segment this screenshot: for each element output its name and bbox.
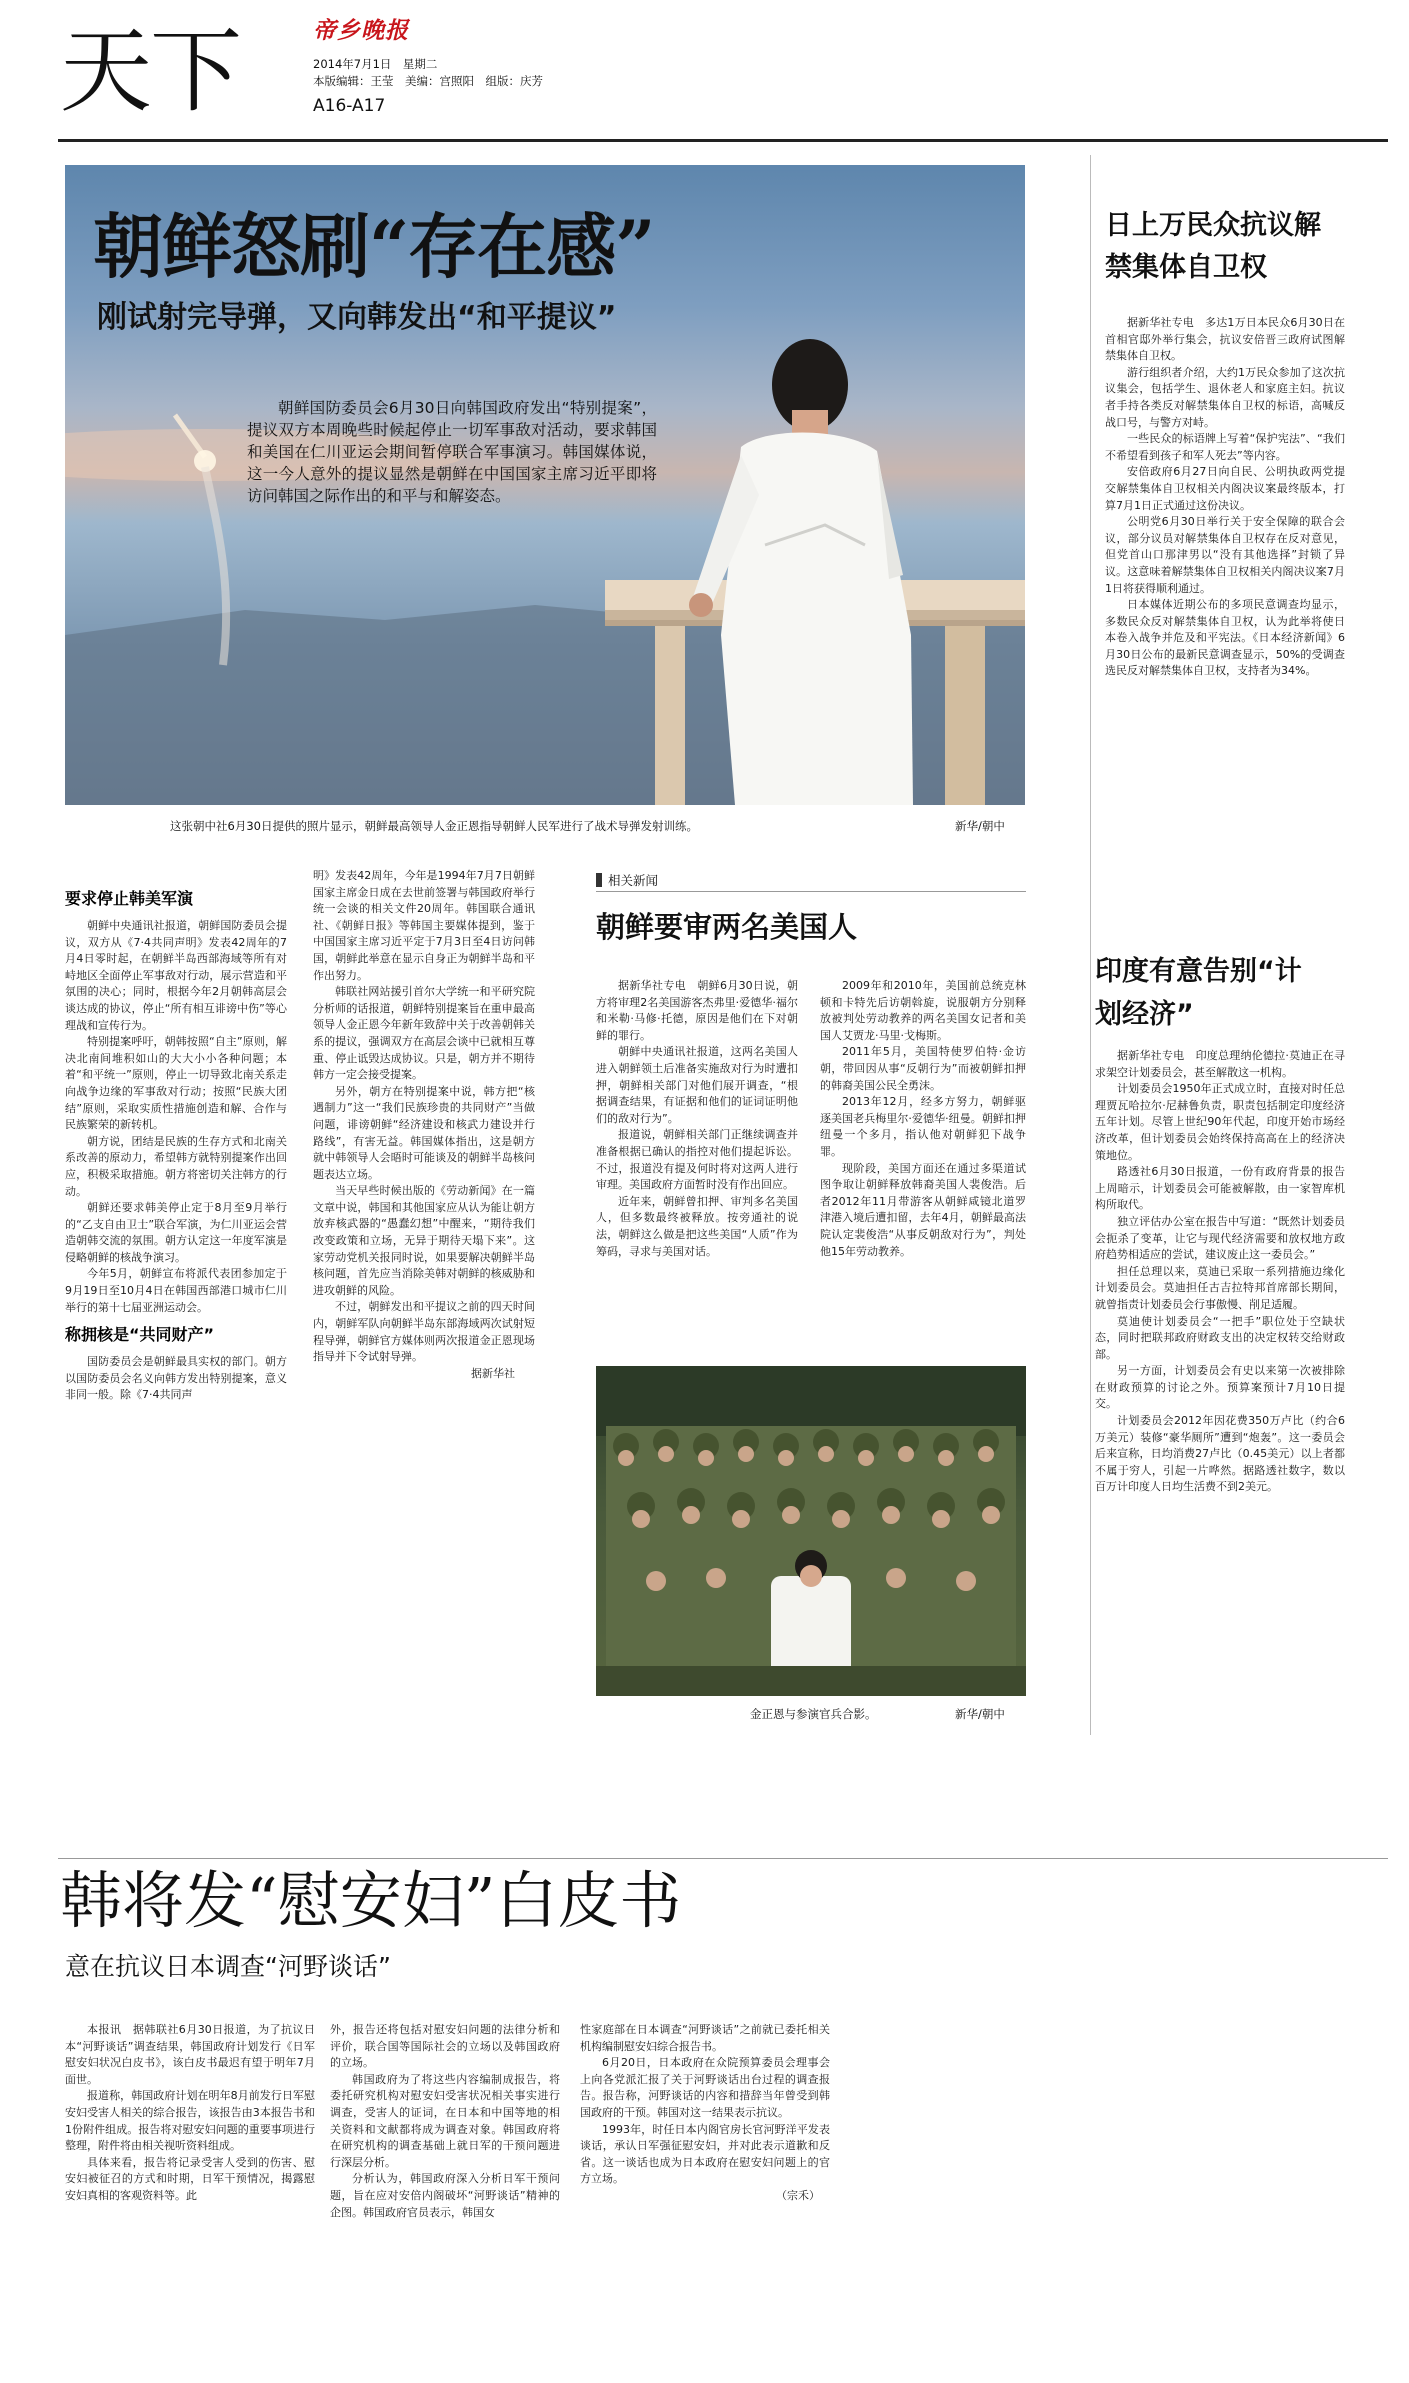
paragraph: 现阶段，美国方面还在通过多渠道试图争取让朝鲜释放韩裔美国人裴俊浩。后者2012年11月带游客从朝鲜咸镜北道罗津港入境后遭扣留，去年4月，朝鲜最高法院认定裴俊浩“从事反朝敌对行为”，判处他15年劳动教养。 [820, 1161, 1026, 1258]
korea-subhead: 意在抗议日本调查“河野谈话” [65, 1952, 391, 1981]
right-column-rule [1090, 155, 1091, 1735]
lead-subhead-1: 要求停止韩美军演 [65, 889, 194, 908]
paragraph: 公明党6月30日举行关于安全保障的联合会议，部分议员对解禁集体自卫权存在反对意见，但党首山口那津男以“没有其他选择”封锁了异议。这意味着解禁集体自卫权相关内阁决议案7月1日将获得顺利通过。 [1105, 515, 1345, 595]
india-title: 印度有意告别“计划经济” [1095, 956, 1302, 1030]
group-photo-credit: 新华/朝中 [955, 1707, 1005, 1721]
lead-subhead-2: 称拥核是“共同财产” [65, 1325, 215, 1345]
paragraph: 具体来看，报告将记录受害人受到的伤害、慰安妇被征召的方式和时期，日军干预情况，揭露慰安妇真相的客观资料等。此 [65, 2155, 315, 2202]
source-line: 据新华社 [471, 1366, 515, 1380]
related-title: 朝鲜要审两名美国人 [596, 910, 858, 944]
paragraph: 6月20日，日本政府在众院预算委员会理事会上向各党派汇报了关于河野谈话出台过程的调查报告。报告称，河野谈话的内容和措辞当年曾受到韩国政府的干预。韩国对这一结果表示抗议。 [580, 2056, 830, 2119]
paragraph: 特别提案呼吁，朝韩按照“自主”原则，解决北南间堆积如山的大大小小各种问题；本着“和平统一”原则，停止一切导致北南关系走向战争边缘的军事敌对行动；按照“民族大团结”原则，采取实质性措施创造和解、合作与民族繁荣的新转机。 [65, 1035, 287, 1132]
related-tag-label: 相关新闻 [608, 873, 659, 888]
related-column-2 [820, 978, 1026, 1356]
paragraph: 独立评估办公室在报告中写道：“既然计划委员会扼杀了变革，让它与现代经济需要和放权地方政府趋势相适应的尝试，建议废止这一委员会。” [1095, 1214, 1345, 1262]
issue-date: 2014年7月1日 星期二 [313, 57, 438, 71]
paragraph: 日本媒体近期公布的多项民意调查均显示，多数民众反对解禁集体自卫权，认为此举将使日本卷入战争并危及和平宪法。《日本经济新闻》6月30日公布的最新民意调查显示，50%的受调查选民反对解禁集体自卫权，支持者为34%。 [1105, 598, 1345, 678]
paragraph: 担任总理以来，莫迪已采取一系列措施边缘化计划委员会。莫迪担任古吉拉特邦首席部长期间，就曾指责计划委员会行事傲慢、削足适履。 [1095, 1264, 1345, 1311]
paper-name: 帝乡晚报 [313, 17, 409, 44]
masthead-rule [58, 139, 1388, 142]
related-column-1 [596, 978, 798, 1356]
paragraph: 明》发表42周年，今年是1994年7月7日朝鲜国家主席金日成在去世前签署与韩国政府举行统一会谈的相关文件20周年。韩国联合通讯社、《朝鲜日报》等韩国主要媒体提到，鉴于中国国家主席习近平定于7月3日至4日访问韩国，朝鲜此举意在显示自身正为朝鲜半岛和平作出努力。 [313, 869, 535, 982]
paragraph: 不过，朝鲜发出和平提议之前的四天时间内，朝鲜军队向朝鲜半岛东部海域两次试射短程导弹，朝鲜官方媒体则两次报道金正恩现场指导并下令试射导弹。 [313, 1300, 535, 1364]
paragraph: 2011年5月，美国特使罗伯特·金访朝，带回因从事“反朝行为”而被朝鲜扣押的韩裔美国公民全勇沫。 [820, 1045, 1026, 1092]
india-body [1095, 1048, 1345, 1738]
page-range: A16-A17 [313, 96, 386, 116]
paragraph: 2009年和2010年，美国前总统克林顿和卡特先后访朝斡旋，说服朝方分别释放被判处劳动教养的两名美国女记者和美国人艾贾龙·马里·戈梅斯。 [820, 979, 1026, 1042]
paragraph: 近年来，朝鲜曾扣押、审判多名美国人，但多数最终被释放。按旁通社的说法，朝鲜这么做是把这些美国“人质”作为筹码，寻求与美国对话。 [596, 1194, 798, 1258]
korea-column-2 [330, 2022, 560, 2368]
paragraph: 据新华社专电 多达1万日本民众6月30日在首相官邸外举行集会，抗议安倍晋三政府试图解禁集体自卫权。 [1105, 316, 1345, 363]
group-photo [596, 1366, 1026, 1696]
korea-headline: 韩将发“慰安妇”白皮书 [60, 1864, 682, 1937]
paragraph: 朝鲜中央通讯社报道，这两名美国人进入朝鲜领土后准备实施敌对行为时遭扣押，朝鲜相关部门对他们展开调查，“根据调查结果，有证据和他们的证词证明他们的敌对行为”。 [596, 1045, 798, 1125]
paragraph: 当天早些时候出版的《劳动新闻》在一篇文章中说，韩国和其他国家应从认为能让朝方放弃核武器的“愚蠢幻想”中醒来，“期待我们改变政策和立场，无异于期待天塌下来”。这家劳动党机关报同时说，如果要解决朝鲜半岛核问题，首先应当消除美韩对朝鲜的核威胁和进攻朝鲜的风险。 [313, 1184, 535, 1297]
masthead-info [313, 16, 653, 118]
paragraph: 游行组织者介绍，大约1万民众参加了这次抗议集会，包括学生、退休老人和家庭主妇。抗议者手持各类反对解禁集体自卫权的标语，高喊反战口号，与警方对峙。 [1105, 365, 1345, 429]
paragraph: 计划委员会2012年因花费350万卢比（约合6万美元）装修“豪华厕所”遭到“炮轰”。这一委员会后来宣称，日均消费27卢比（0.45美元）以上者都不属于穷人，引起一片哗然。据路透社数字，数以百万计印度人日均生活费不到2美元。 [1095, 1414, 1345, 1494]
editors-credit: 本版编辑：王莹 美编：宫照阳 组版：庆芳 [313, 74, 543, 88]
paragraph: 韩联社网站援引首尔大学统一和平研究院分析师的话报道，朝鲜特别提案旨在重申最高领导人金正恩今年新年致辞中关于改善朝韩关系的提议，强调双方在高层会谈中已就相互尊重、停止诋毁达成协议。只是，朝方并不期待韩方一定会接受提案。 [313, 985, 535, 1082]
paragraph: 朝鲜中央通讯社报道，朝鲜国防委员会提议，双方从《7·4共同声明》发表42周年的7月4日零时起，在朝鲜半岛西部海域等所有对峙地区全面停止军事敌对行动，展示营造和平氛围的决心；同时，根据今年2月朝韩高层会谈达成的协议，停止“所有相互诽谤中伤”等心理战和宣传行为。 [65, 919, 287, 1032]
paragraph: 性家庭部在日本调查“河野谈话”之前就已委托相关机构编制慰安妇综合报告书。 [580, 2023, 830, 2053]
paragraph: 据新华社专电 朝鲜6月30日说，朝方将审理2名美国游客杰弗里·爱德华·福尔和米勒·马修·托德，原因是他们在下对朝鲜的罪行。 [596, 979, 798, 1042]
paragraph: 报道说，朝鲜相关部门正继续调查并准备根据已确认的指控对他们提起诉讼。不过，报道没有提及何时将对这两人进行审理。美国政府方面暂时没有作出回应。 [596, 1128, 798, 1192]
paragraph: 今年5月，朝鲜宣布将派代表团参加定于9月19日至10月4日在韩国西部港口城市仁川举行的第十七届亚洲运动会。 [65, 1267, 287, 1314]
group-photo-caption: 金正恩与参演官兵合影。 [750, 1707, 877, 1721]
korea-column-1 [65, 2022, 315, 2368]
paragraph: 另一方面，计划委员会有史以来第一次被排除在财政预算的讨论之外。预算案预计7月10日提交。 [1095, 1364, 1345, 1411]
japan-title: 日上万民众抗议解禁集体自卫权 [1105, 210, 1321, 283]
paragraph: 安倍政府6月27日向自民、公明执政两党提交解禁集体自卫权相关内阁决议案最终版本，打算7月1日正式通过这份决议。 [1105, 465, 1345, 512]
lead-subhead: 刚试射完导弹，又向韩发出“和平提议” [97, 300, 617, 335]
paragraph: 报道称，韩国政府计划在明年8月前发行日军慰安妇受害人相关的综合报告，该报告由3本报告书和1份附件组成。报告将对慰安妇问题的重要事项进行整理，附件将由相关视听资料组成。 [65, 2089, 315, 2153]
bottom-rule [58, 1858, 1388, 1859]
lead-column-2 [313, 868, 535, 1720]
japan-body [1105, 315, 1345, 927]
paragraph: 朝鲜还要求韩美停止定于8月至9月举行的“乙支自由卫士”联合军演，为仁川亚运会营造朝韩交流的氛围。朝方认定这一年度军演是侵略朝鲜的核战争演习。 [65, 1201, 287, 1264]
paragraph: 一些民众的标语牌上写着“保护宪法”、“我们不希望看到孩子和军人死去”等内容。 [1105, 432, 1345, 462]
paragraph: 朝方说，团结是民族的生存方式和北南关系改善的原动力，希望韩方就特别提案作出回应，积极采取措施。朝方将密切关注韩方的行动。 [65, 1134, 287, 1198]
paragraph: 2013年12月，经多方努力，朝鲜驱逐美国老兵梅里尔·爱德华·纽曼。朝鲜扣押纽曼一个多月，指认他对朝鲜犯下战争罪。 [820, 1095, 1026, 1158]
lead-intro: 朝鲜国防委员会6月30日向韩国政府发出“特别提案”，提议双方本周晚些时候起停止一切军事敌对活动，要求韩国和美国在仁川亚运会期间暂停联合军事演习。韩国媒体说，这一今人意外的提议显然是朝鲜在中国国家主席习近平即将访问韩国之际作出的和平与和解姿态。 [247, 399, 657, 505]
paragraph: 另外，朝方在特别提案中说，韩方把“核遇制力”这一“我们民族珍贵的共同财产”当做问题，诽谤朝鲜“经济建设和核武力建设并行路线”，有害无益。韩国媒体指出，这是朝方就中韩领导人会晤时可能谈及的朝鲜半岛核问题表达立场。 [313, 1084, 535, 1181]
related-tag [596, 870, 1026, 892]
lead-photo-caption: 这张朝中社6月30日提供的照片显示，朝鲜最高领导人金正恩指导朝鲜人民军进行了战术导弹发射训练。 [170, 819, 698, 833]
paragraph: 本报讯 据韩联社6月30日报道，为了抗议日本“河野谈话”调查结果，韩国政府计划发行《日军慰安妇状况白皮书》，该白皮书最迟有望于明年7月面世。 [65, 2023, 315, 2086]
korea-column-3 [580, 2022, 830, 2368]
paragraph: 路透社6月30日报道，一份有政府背景的报告上周暗示，计划委员会可能被解散，由一家智库机构所取代。 [1095, 1165, 1345, 1212]
paragraph: 韩国政府为了将这些内容编制成报告，将委托研究机构对慰安妇受害状况相关事实进行调查，受害人的证词，在日本和中国等地的相关资料和文献都将成为调查对象。韩国政府将在研究机构的调查基础上就日军的干预问题进行深层分析。 [330, 2072, 560, 2169]
paragraph: 计划委员会1950年正式成立时，直接对时任总理贾瓦哈拉尔·尼赫鲁负责，职责包括制定印度经济五年计划。尽管上世纪90年代起，印度开始市场经济改革，但计划委员会始终保持高高在上的经济决策地位。 [1095, 1082, 1345, 1162]
lead-column-1 [65, 888, 287, 1720]
paragraph: 1993年，时任日本内阁官房长官河野洋平发表谈话，承认日军强征慰安妇，并对此表示道歉和反省。这一谈话也成为日本政府在慰安妇问题上的官方立场。 [580, 2122, 830, 2186]
paragraph: 莫迪使计划委员会“一把手”职位处于空缺状态，同时把联邦政府财政支出的决定权转交给财政部。 [1095, 1314, 1345, 1361]
lead-headline: 朝鲜怒刷“存在感” [93, 205, 655, 288]
lead-photo-credit: 新华/朝中 [955, 819, 1005, 833]
lead-photo [65, 165, 1025, 805]
author-line: （宗禾） [776, 2188, 820, 2202]
paragraph: 国防委员会是朝鲜最具实权的部门。朝方以国防委员会名义向韩方发出特别提案，意义非同一般。除《7·4共同声 [65, 1355, 287, 1402]
paragraph: 外，报告还将包括对慰安妇问题的法律分析和评价，联合国等国际社会的立场以及韩国政府的立场。 [330, 2023, 560, 2070]
section-title: 天下 [60, 18, 241, 125]
paragraph: 据新华社专电 印度总理纳伦德拉·莫迪正在寻求架空计划委员会，甚至解散这一机构。 [1095, 1049, 1345, 1079]
paragraph: 分析认为，韩国政府深入分析日军干预问题，旨在应对安倍内阁破坏“河野谈话”精神的企图。韩国政府官员表示，韩国女 [330, 2172, 560, 2219]
